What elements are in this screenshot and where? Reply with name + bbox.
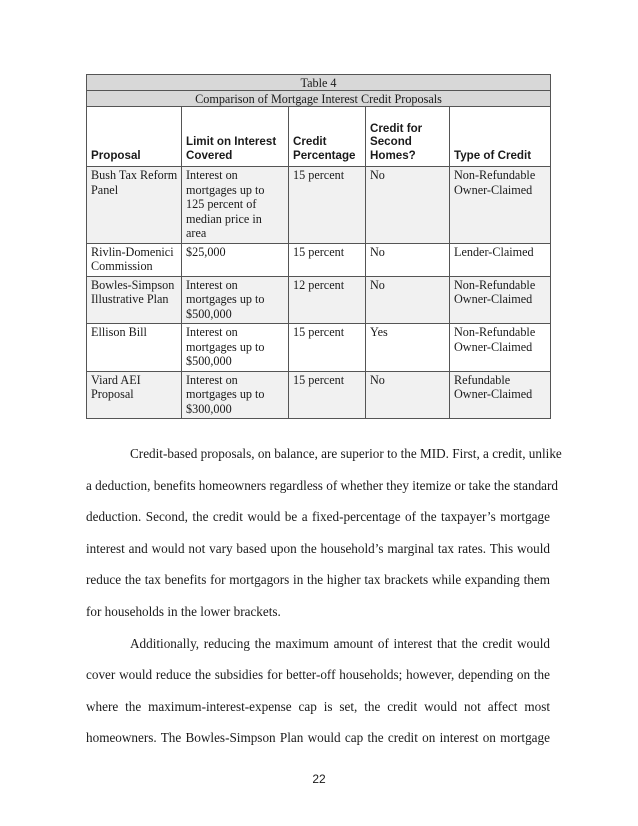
table-row [87,167,551,244]
table-cell: Interest on mortgages up to 125 percent of median price in area [182,167,289,244]
table-cell: $25,000 [182,243,289,276]
table-cell: Ellison Bill [87,324,182,372]
table-cell: Non-Refundable Owner-Claimed [450,276,551,324]
paragraph-line: where the maximum-interest-expense cap is set, the credit would not affect most [86,698,550,714]
header-proposal: Proposal [87,107,182,167]
table-number: Table 4 [87,75,551,91]
paragraph-line: interest and would not vary based upon the household’s marginal tax rates. This would [86,540,550,556]
header-limit: Limit on Interest Covered [182,107,289,167]
table-cell: No [366,243,450,276]
table-row [87,324,551,372]
table-title-row [87,91,551,107]
header-type: Type of Credit [450,107,551,167]
table-cell: 15 percent [289,167,366,244]
table-cell: Interest on mortgages up to $300,000 [182,371,289,419]
table-cell: Rivlin-Domenici Commission [87,243,182,276]
table-row [87,371,551,419]
body-text [86,438,562,754]
paragraph-line: for households in the lower brackets. [86,603,281,619]
table-cell: Interest on mortgages up to $500,000 [182,324,289,372]
table-caption-row [87,75,551,91]
table-cell: 15 percent [289,324,366,372]
paragraph-line: reduce the tax benefits for mortgagors in the higher tax brackets while expanding them [86,572,550,588]
table-cell: No [366,371,450,419]
table-row [87,243,551,276]
mortgage-credit-table [86,74,551,419]
header-percentage: Credit Percentage [289,107,366,167]
table-cell: Viard AEI Proposal [87,371,182,419]
page-number: 22 [312,772,326,786]
header-second-homes: Credit for Second Homes? [366,107,450,167]
table-cell: 15 percent [289,243,366,276]
table-cell: Refundable Owner-Claimed [450,371,551,419]
paragraph-line: deduction. Second, the credit would be a fixed-percentage of the taxpayer’s mortgage [86,509,550,525]
table-cell: No [366,167,450,244]
table-title: Comparison of Mortgage Interest Credit Proposals [87,91,551,107]
table-cell: Non-Refundable Owner-Claimed [450,324,551,372]
table-header-row [87,107,551,167]
paragraph-line: cover would reduce the subsidies for better-off households; however, depending on the [86,667,550,683]
table-cell: 12 percent [289,276,366,324]
table-cell: Yes [366,324,450,372]
table-cell: 15 percent [289,371,366,419]
paragraph-line: Additionally, reducing the maximum amount of interest that the credit would [130,635,550,651]
table-cell: Bowles-Simpson Illustrative Plan [87,276,182,324]
table-cell: No [366,276,450,324]
table-row [87,276,551,324]
paragraph-line: homeowners. The Bowles-Simpson Plan would cap the credit on interest on mortgage [86,730,550,746]
table-cell: Bush Tax Reform Panel [87,167,182,244]
table-cell: Interest on mortgages up to $500,000 [182,276,289,324]
table-cell: Non-Refundable Owner-Claimed [450,167,551,244]
paragraph-line: Credit-based proposals, on balance, are superior to the MID. First, a credit, unlike [130,446,562,461]
paragraph-line: a deduction, benefits homeowners regardless of whether they itemize or take the standard [86,477,559,493]
table-cell: Lender-Claimed [450,243,551,276]
